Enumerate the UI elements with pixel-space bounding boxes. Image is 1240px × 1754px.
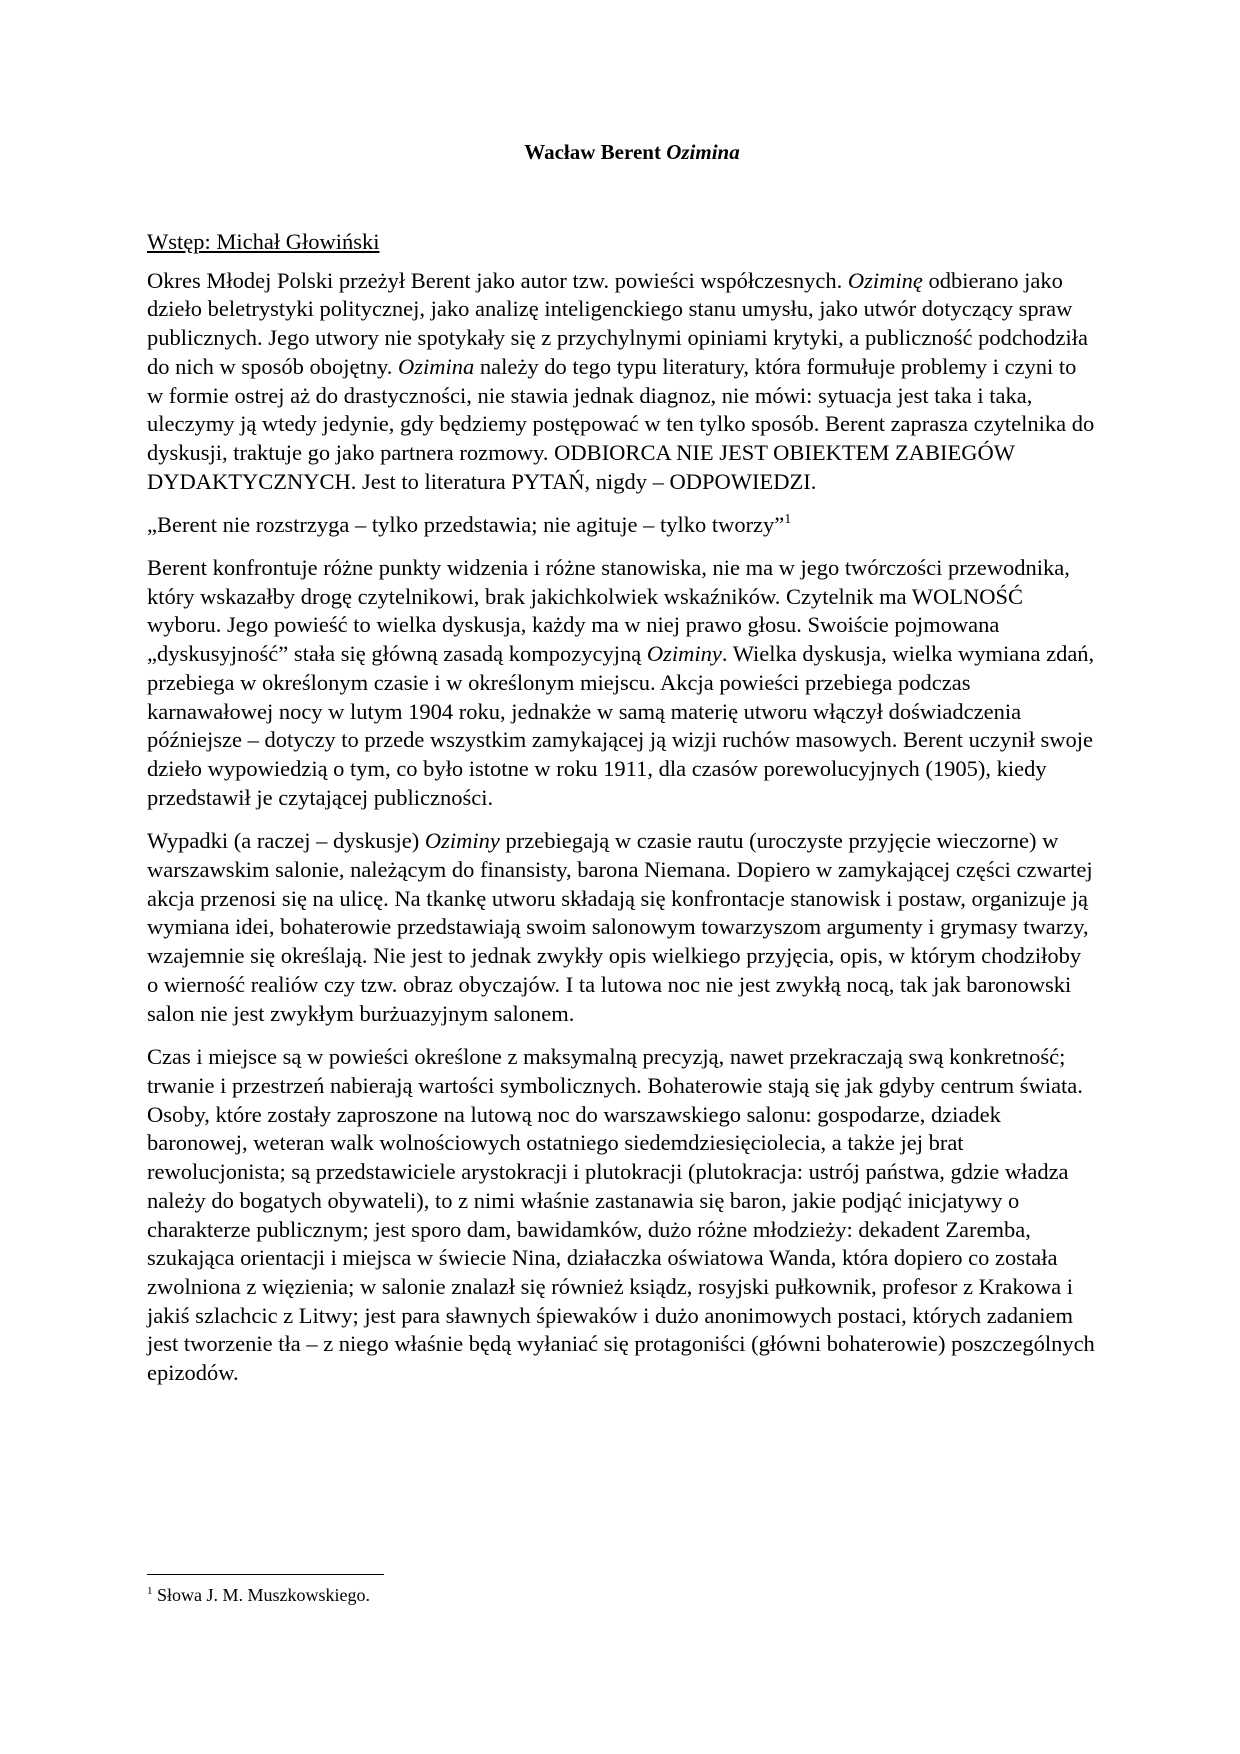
- paragraph-3-text-a: Berent konfrontuje różne punkty widzenia i różne stanowiska, nie ma w jego twórczości przewodnika, który wskazałby drogę czytelnikowi, brak jakichkolwiek wskaźników. Czytelnik ma WOLNOŚĆ wyboru. Jego powieść to wielka dyskusja, każdy ma w niej prawo głosu. Swoiście pojmowana „dyskusyjność” stała się główną zasadą kompozycyjną: [147, 555, 1070, 667]
- footnote-text: Słowa J. M. Muszkowskiego.: [152, 1585, 371, 1605]
- paragraph-1: [147, 267, 1097, 497]
- paragraph-4: [147, 827, 1097, 1028]
- paragraph-5: Czas i miejsce są w powieści określone z maksymalną precyzją, nawet przekraczają swą konkretność; trwanie i przestrzeń nabierają wartości symbolicznych. Bohaterowie stają się jak gdyby centrum świata. Osoby, które zostały zaproszone na lutową noc do warszawskiego salonu: gospodarze, dziadek baronowej, weteran walk wolnościowych ostatniego siedemdziesięciolecia, a także jej brat rewolucjonista; są przedstawiciele arystokracji i plutokracji (plutokracja: ustrój państwa, gdzie władza należy do bogatych obywateli), to z nimi właśnie zastanawia się baron, jakie podjąć inicjatywy o charakterze publicznym; jest sporo dam, bawidamków, dużo różne młodzieży: dekadent Zaremba, szukająca orientacji i miejsca w świecie Nina, działaczka oświatowa Wanda, która dopiero co została zwolniona z więzienia; w salonie znalazł się również ksiądz, rosyjski pułkownik, profesor z Krakowa i jakiś szlachcic z Litwy; jest para sławnych śpiewaków i dużo anonimowych postaci, których zadaniem jest tworzenie tła – z niego właśnie będą wyłaniać się protagoniści (główni bohaterowie) poszczególnych epizodów.: [147, 1044, 1095, 1386]
- intro-heading: Wstęp: Michał Głowiński: [147, 229, 380, 254]
- footnote-reference[interactable]: 1: [784, 512, 792, 528]
- quote-text: „Berent nie rozstrzyga – tylko przedstawia; nie agituje – tylko tworzy”: [147, 512, 785, 538]
- document-title: [147, 138, 1097, 166]
- paragraph-4-text-a: Wypadki (a raczej – dyskusje): [147, 828, 425, 854]
- title-work: Ozimina: [666, 140, 740, 164]
- paragraph-3-italic-1: Oziminy: [646, 641, 722, 667]
- quote-paragraph: [147, 511, 1097, 540]
- paragraph-1-text-a: Okres Młodej Polski przeżył Berent jako autor tzw. powieści współczesnych.: [147, 267, 848, 293]
- paragraph-1-text-b: odbierano jako dzieło beletrystyki politycznej, jako analizę inteligenckiego stanu umysłu, jako utwór dotyczący spraw publicznych. Jego utwory nie spotykały się z przychylnymi opiniami krytyki, a publiczność podchodziła do nich w sposób obojętny.: [147, 267, 1089, 379]
- footnote: [147, 1583, 370, 1607]
- footnote-number: 1: [147, 1585, 153, 1597]
- paragraph-3: [147, 554, 1097, 812]
- paragraph-4-text-b: przebiegają w czasie rautu (uroczyste przyjęcie wieczorne) w warszawskim salonie, należącym do finansisty, barona Niemana. Dopiero w zamykającej części czwartej akcja przenosi się na ulicę. Na tkankę utworu składają się konfrontacje stanowisk i postaw, organizuje ją wymiana idei, bohaterowie przedstawiają swoim salonowym towarzyszom argumenty i grymasy twarzy, wzajemnie się określają. Nie jest to jednak zwykły opis wielkiego przyjęcia, opis, w którym chodziłoby o wierność realiów czy tzw. obraz obyczajów. I ta lutowa noc nie jest zwykłą nocą, tak jak baronowski salon nie jest zwykłym burżuazyjnym salonem.: [147, 828, 1093, 1026]
- paragraph-1-italic-1: Oziminę: [847, 267, 923, 293]
- paragraph-1-text-c: należy do tego typu literatury, która formułuje problemy i czyni to w formie ostrej aż do drastyczności, nie stawia jednak diagnoz, nie mówi: sytuacja jest taka i taka, uleczymy ją wtedy jedynie, gdy będziemy postępować w ten tylko sposób. Berent zaprasza czytelnika do dyskusji, traktuje go jako partnera rozmowy. ODBIORCA NIE JEST OBIEKTEM ZABIEGÓW DYDAKTYCZNYCH. Jest to literatura PYTAŃ, nigdy – ODPOWIEDZI.: [147, 353, 1095, 494]
- paragraph-1-italic-2: Ozimina: [398, 353, 475, 379]
- paragraph-4-italic-1: Oziminy: [424, 828, 500, 854]
- paragraph-3-text-b: . Wielka dyskusja, wielka wymiana zdań, przebiega w określonym czasie i w określonym miejscu. Akcja powieści przebiega podczas karnawałowej nocy w lutym 1904 roku, jednakże w samą materię utworu włączył doświadczenia późniejsze – dotyczy to przede wszystkim zamykającej ją wizji ruchów masowych. Berent uczynił swoje dzieło wypowiedzią o tym, co było istotne w roku 1911, dla czasów porewolucyjnych (1905), kiedy przedstawił je czytającej publiczności.: [147, 641, 1095, 810]
- footnote-divider: [147, 1574, 384, 1575]
- title-author: Wacław Berent: [524, 140, 661, 164]
- document-page: [147, 138, 1097, 1403]
